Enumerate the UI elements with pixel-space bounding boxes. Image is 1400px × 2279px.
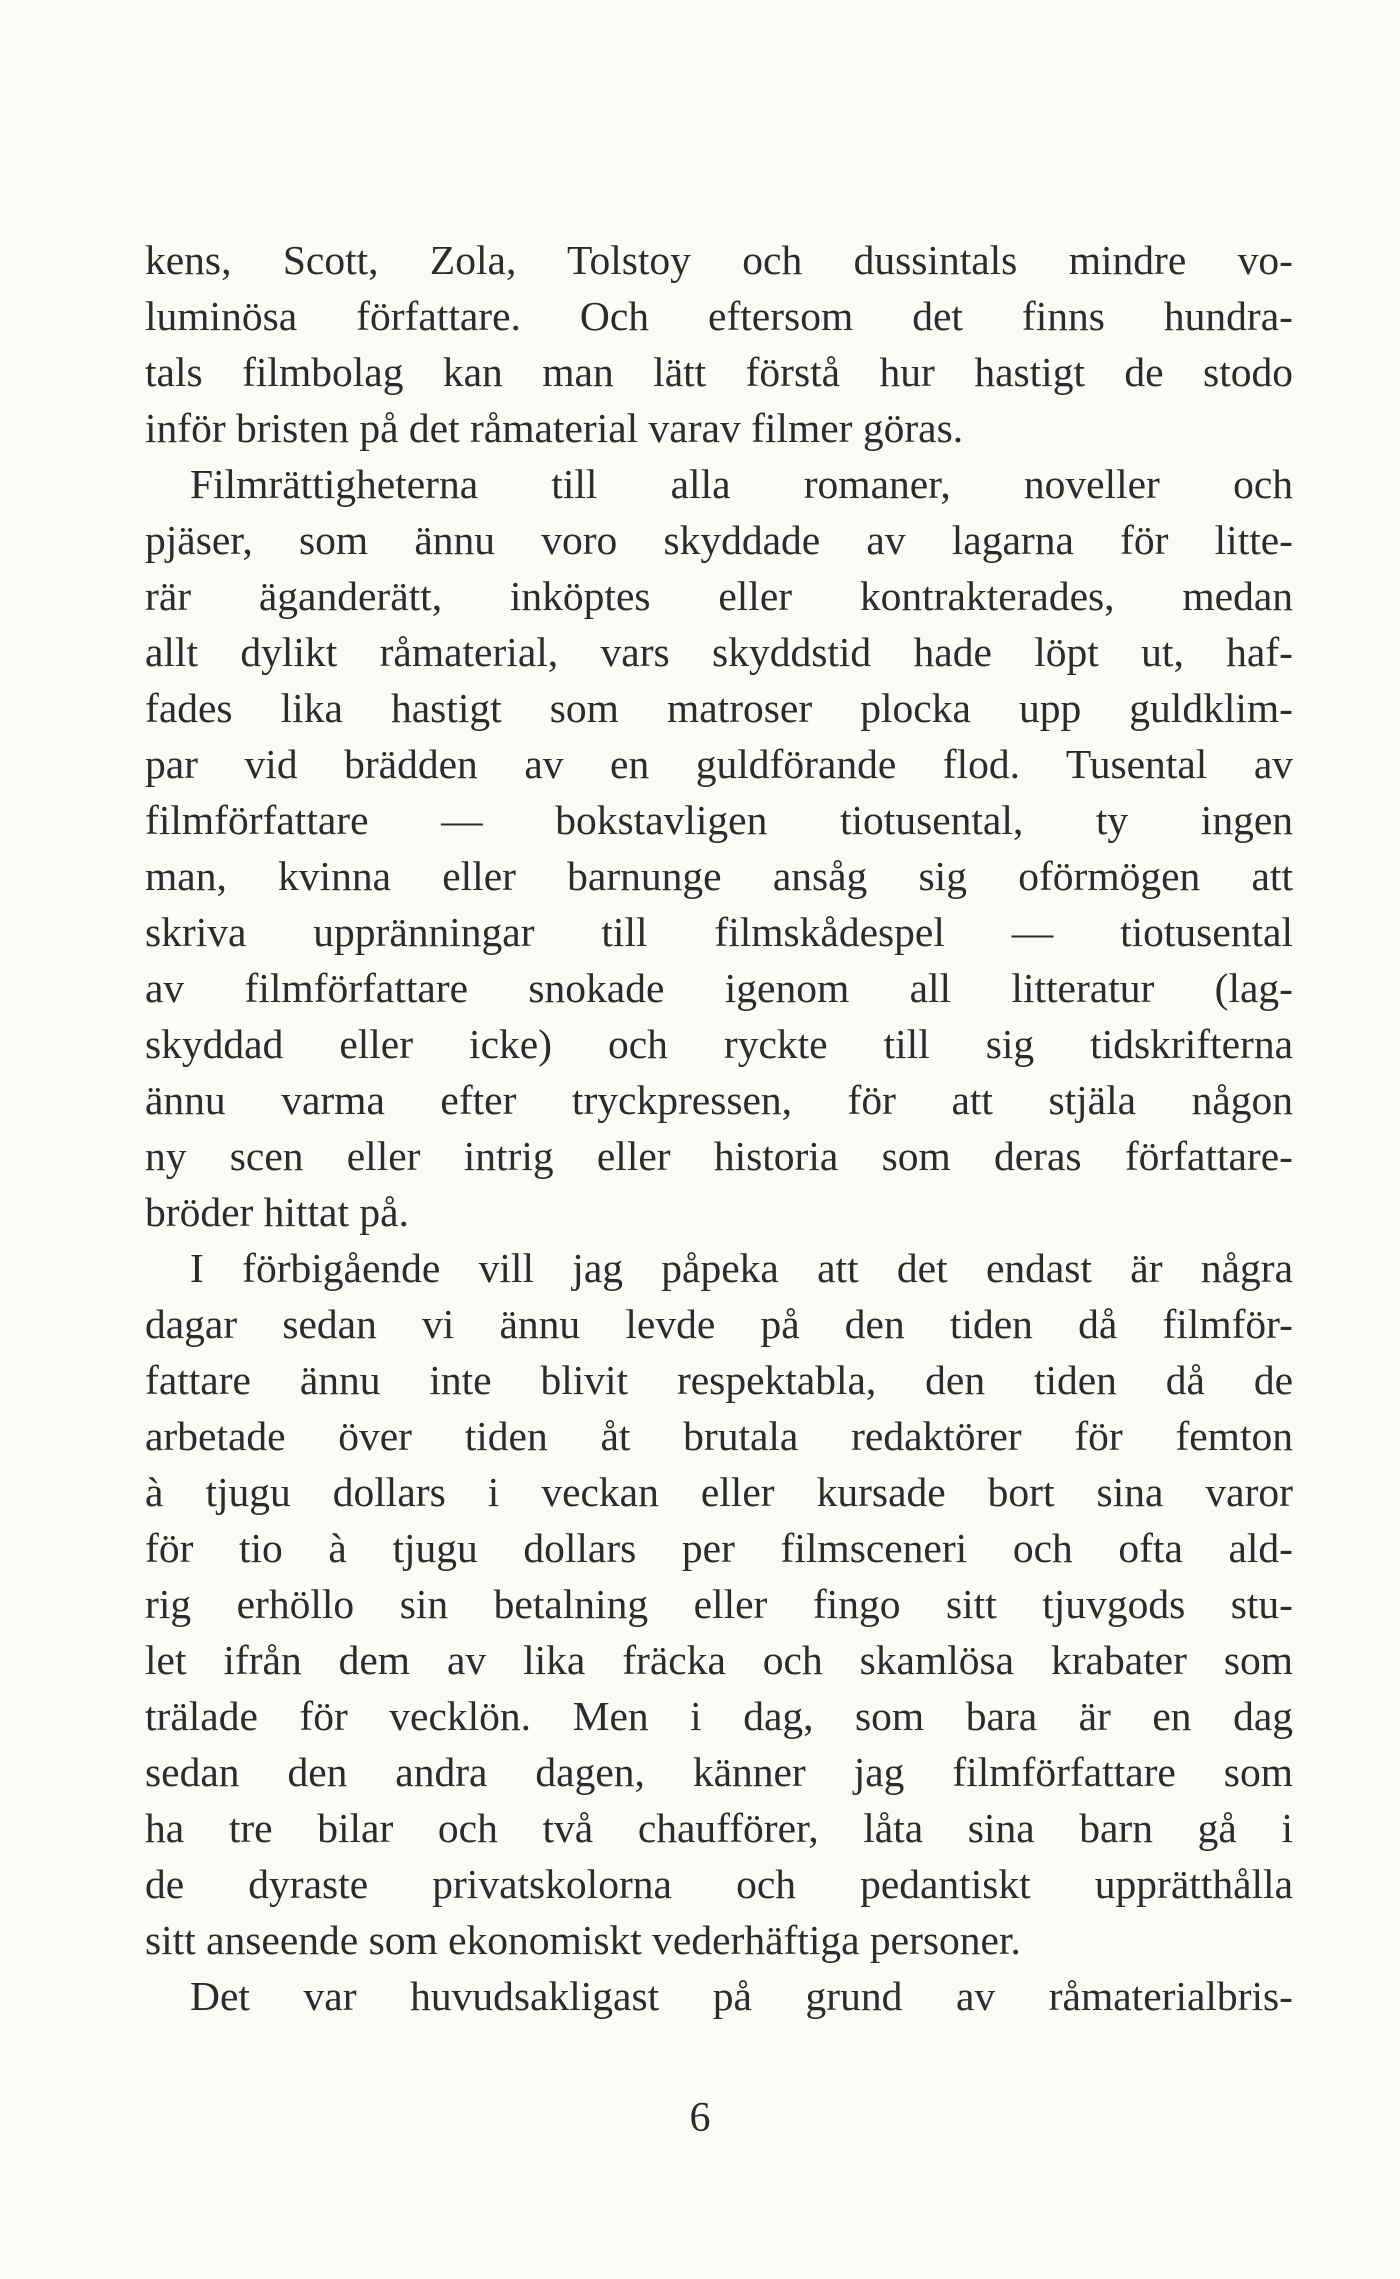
text-line: ny scen eller intrig eller historia som deras författare- xyxy=(145,1133,1293,1179)
text-line: fattare ännu inte blivit respektabla, den tiden då de xyxy=(145,1357,1293,1403)
text-line: skyddad eller icke) och ryckte till sig tidskrifterna xyxy=(145,1021,1293,1067)
page-number: 6 xyxy=(689,2095,711,2141)
text-line: bröder hittat på. xyxy=(145,1189,409,1235)
text-line: tals filmbolag kan man lätt förstå hur hastigt de stodo xyxy=(145,349,1293,395)
text-line: man, kvinna eller barnunge ansåg sig oförmögen att xyxy=(145,853,1293,899)
text-line: Filmrättigheterna till alla romaner, noveller och xyxy=(190,461,1293,507)
text-line: rig erhöllo sin betalning eller fingo sitt tjuvgods stu- xyxy=(145,1581,1293,1627)
text-line: dagar sedan vi ännu levde på den tiden då filmför- xyxy=(145,1301,1293,1347)
text-line: Det var huvudsakligast på grund av råmaterialbris- xyxy=(190,1973,1293,2019)
text-line: sedan den andra dagen, känner jag filmförfattare som xyxy=(145,1749,1293,1795)
text-line: I förbigående vill jag påpeka att det endast är några xyxy=(190,1245,1293,1291)
text-line: ha tre bilar och två chaufförer, låta sina barn gå i xyxy=(145,1805,1293,1851)
text-line: för tio à tjugu dollars per filmsceneri och ofta ald- xyxy=(145,1525,1293,1571)
body-text xyxy=(145,232,1293,2024)
text-line: rär äganderätt, inköptes eller kontrakterades, medan xyxy=(145,573,1293,619)
text-line: luminösa författare. Och eftersom det finns hundra- xyxy=(145,293,1293,339)
text-line: fades lika hastigt som matroser plocka upp guldklim- xyxy=(145,685,1293,731)
text-line: inför bristen på det råmaterial varav filmer göras. xyxy=(145,405,964,451)
text-line: arbetade över tiden åt brutala redaktörer för femton xyxy=(145,1413,1293,1459)
text-line: let ifrån dem av lika fräcka och skamlösa krabater som xyxy=(145,1637,1293,1683)
text-line: skriva uppränningar till filmskådespel — tiotusental xyxy=(145,909,1293,955)
text-line: à tjugu dollars i veckan eller kursade bort sina varor xyxy=(145,1469,1293,1515)
text-line: allt dylikt råmaterial, vars skyddstid hade löpt ut, haf- xyxy=(145,629,1293,675)
text-line: kens, Scott, Zola, Tolstoy och dussintals mindre vo- xyxy=(145,237,1293,283)
text-line: av filmförfattare snokade igenom all litteratur (lag- xyxy=(145,965,1293,1011)
text-line: sitt anseende som ekonomiskt vederhäftiga personer. xyxy=(145,1917,1021,1963)
text-line: filmförfattare — bokstavligen tiotusental, ty ingen xyxy=(145,797,1293,843)
text-line: trälade för vecklön. Men i dag, som bara är en dag xyxy=(145,1693,1293,1739)
text-line: ännu varma efter tryckpressen, för att stjäla någon xyxy=(145,1077,1293,1123)
text-line: de dyraste privatskolorna och pedantiskt upprätthålla xyxy=(145,1861,1293,1907)
text-line: pjäser, som ännu voro skyddade av lagarna för litte- xyxy=(145,517,1293,563)
text-line: par vid brädden av en guldförande flod. Tusental av xyxy=(145,741,1293,787)
